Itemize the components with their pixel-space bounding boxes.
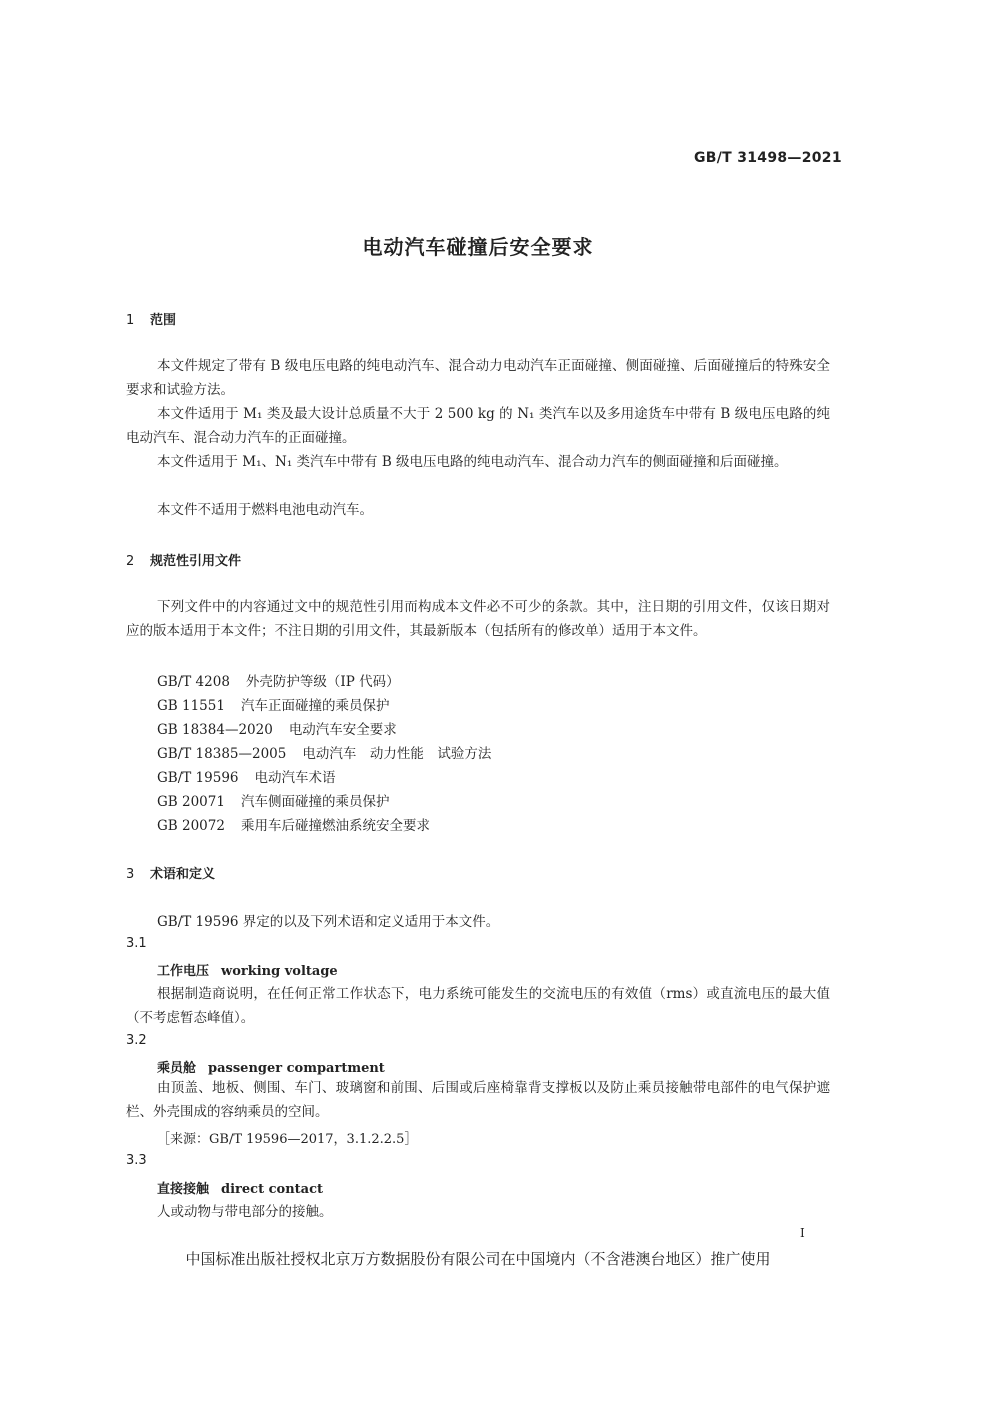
section-number: 3 bbox=[126, 867, 135, 882]
section-title: 术语和定义 bbox=[150, 867, 216, 882]
reference-item bbox=[157, 694, 389, 714]
section-number: 2 bbox=[126, 554, 135, 569]
reference-title: 汽车正面碰撞的乘员保护 bbox=[240, 698, 390, 714]
term-definition: 由顶盖、地板、侧围、车门、玻璃窗和前围、后围或后座椅靠背支撑板以及防止乘员接触带电部件的电气保护遮栏、外壳围成的容纳乘员的空间。 bbox=[126, 1080, 830, 1120]
license-footer: 中国标准出版社授权北京万方数据股份有限公司在中国境内（不含港澳台地区）推广使用 bbox=[185, 1250, 771, 1268]
reference-code: GB/T 18385—2005 bbox=[157, 746, 287, 762]
paragraph: 下列文件中的内容通过文中的规范性引用而构成本文件必不可少的条款。其中，注日期的引用文件，仅该日期对应的版本适用于本文件；不注日期的引用文件，其最新版本（包括所有的修改单）适用于本文件。 bbox=[126, 599, 830, 639]
clause-number: 3.3 bbox=[126, 1153, 147, 1168]
reference-code: GB 20072 bbox=[157, 818, 225, 834]
section-heading-normative-references bbox=[126, 550, 241, 569]
term-en: direct contact bbox=[221, 1182, 323, 1197]
reference-title: 乘用车后碰撞燃油系统安全要求 bbox=[240, 818, 430, 834]
document-title: 电动汽车碰撞后安全要求 bbox=[362, 235, 594, 259]
page-number: I bbox=[800, 1226, 805, 1240]
reference-item bbox=[157, 814, 430, 834]
reference-code: GB/T 19596 bbox=[157, 770, 239, 786]
term-zh: 直接接触 bbox=[157, 1182, 210, 1197]
reference-item bbox=[157, 670, 400, 690]
clause-number: 3.1 bbox=[126, 936, 147, 951]
term-entry bbox=[157, 1178, 323, 1197]
clause-number: 3.2 bbox=[126, 1033, 147, 1048]
term-en: working voltage bbox=[221, 964, 338, 979]
reference-code: GB 18384—2020 bbox=[157, 722, 273, 738]
section-heading-scope bbox=[126, 309, 176, 328]
reference-title: 外壳防护等级（IP 代码） bbox=[245, 674, 400, 690]
reference-code: GB/T 4208 bbox=[157, 674, 230, 690]
section-title: 范围 bbox=[150, 313, 177, 328]
term-entry bbox=[157, 960, 338, 979]
term-entry bbox=[157, 1057, 385, 1076]
reference-code: GB 11551 bbox=[157, 698, 225, 714]
term-source: ［来源：GB/T 19596—2017，3.1.2.2.5］ bbox=[157, 1132, 418, 1147]
reference-item bbox=[157, 718, 397, 738]
reference-item bbox=[157, 766, 336, 786]
term-definition: 根据制造商说明，在任何正常工作状态下，电力系统可能发生的交流电压的有效值（rms）或直流电压的最大值（不考虑暂态峰值）。 bbox=[126, 986, 830, 1026]
term-zh: 乘员舱 bbox=[157, 1061, 197, 1076]
section-title: 规范性引用文件 bbox=[150, 554, 242, 569]
term-zh: 工作电压 bbox=[157, 964, 210, 979]
reference-title: 电动汽车 动力性能 试验方法 bbox=[302, 746, 492, 762]
paragraph: 本文件适用于 M₁ 类及最大设计总质量不大于 2 500 kg 的 N₁ 类汽车以及多用途货车中带有 B 级电压电路的纯电动汽车、混合动力汽车的正面碰撞。 bbox=[126, 406, 830, 446]
reference-title: 电动汽车术语 bbox=[254, 770, 336, 786]
standard-number: GB/T 31498—2021 bbox=[694, 150, 842, 166]
paragraph: 本文件规定了带有 B 级电压电路的纯电动汽车、混合动力电动汽车正面碰撞、侧面碰撞、后面碰撞后的特殊安全要求和试验方法。 bbox=[126, 358, 830, 398]
paragraph: 本文件不适用于燃料电池电动汽车。 bbox=[157, 502, 373, 518]
paragraph: GB/T 19596 界定的以及下列术语和定义适用于本文件。 bbox=[157, 914, 500, 930]
reference-item bbox=[157, 790, 389, 810]
reference-title: 汽车侧面碰撞的乘员保护 bbox=[240, 794, 390, 810]
reference-code: GB 20071 bbox=[157, 794, 225, 810]
section-heading-terms-and-definitions bbox=[126, 863, 215, 882]
section-number: 1 bbox=[126, 313, 135, 328]
reference-title: 电动汽车安全要求 bbox=[288, 722, 397, 738]
term-definition: 人或动物与带电部分的接触。 bbox=[157, 1204, 333, 1220]
reference-item bbox=[157, 742, 491, 762]
term-en: passenger compartment bbox=[208, 1061, 385, 1076]
paragraph: 本文件适用于 M₁、N₁ 类汽车中带有 B 级电压电路的纯电动汽车、混合动力汽车的侧面碰撞和后面碰撞。 bbox=[157, 454, 788, 470]
